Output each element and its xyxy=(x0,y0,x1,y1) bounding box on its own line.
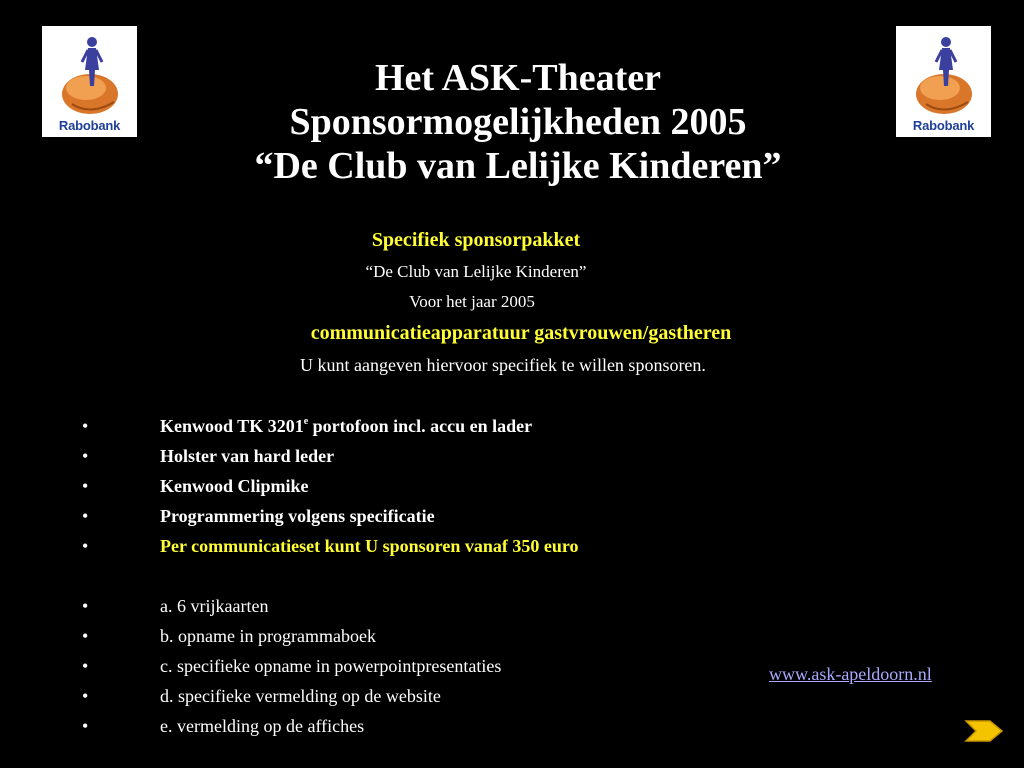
logo-label: Rabobank xyxy=(58,118,121,133)
benefit-item-a: a. 6 vrijkaarten xyxy=(160,596,269,616)
bullet: • xyxy=(82,626,89,646)
slide-title xyxy=(150,56,886,188)
package-communication: communicatieapparatuur gastvrouwen/gastheren xyxy=(310,322,732,344)
rabobank-logo-left xyxy=(42,26,137,137)
benefit-item-b: b. opname in programmaboek xyxy=(160,626,376,646)
benefit-item-e: e. vermelding op de affiches xyxy=(160,716,365,736)
bullet: • xyxy=(82,506,89,526)
bullet: • xyxy=(82,416,89,436)
equipment-item-4: Programmering volgens specificatie xyxy=(160,506,435,526)
title-line-1: Het ASK-Theater xyxy=(374,57,661,99)
logo-label: Rabobank xyxy=(912,118,975,133)
package-heading: Specifiek sponsorpakket xyxy=(371,229,581,251)
package-subtitle: “De Club van Lelijke Kinderen” xyxy=(365,262,587,281)
bullet: • xyxy=(82,596,89,616)
next-slide-button[interactable] xyxy=(964,716,1006,746)
price-item: Per communicatieset kunt U sponsoren vanaf 350 euro xyxy=(160,536,579,556)
equipment-item-1: Kenwood TK 3201e portofoon incl. accu en lader xyxy=(160,416,533,436)
equipment-item-3: Kenwood Clipmike xyxy=(160,476,309,496)
package-year: Voor het jaar 2005 xyxy=(409,292,535,311)
website-link[interactable]: www.ask-apeldoorn.nl xyxy=(769,664,932,684)
rabobank-logo-right xyxy=(896,26,991,137)
package-note: U kunt aangeven hiervoor specifiek te willen sponsoren. xyxy=(300,355,706,375)
bullet: • xyxy=(82,656,89,676)
benefit-item-d: d. specifieke vermelding op de website xyxy=(160,686,441,706)
bullet: • xyxy=(82,476,89,496)
title-line-3: “De Club van Lelijke Kinderen” xyxy=(254,145,782,187)
equipment-item-2: Holster van hard leder xyxy=(160,446,335,466)
bullet: • xyxy=(82,686,89,706)
next-arrow-icon xyxy=(964,716,1006,746)
bullet: • xyxy=(82,446,89,466)
title-line-2: Sponsormogelijkheden 2005 xyxy=(289,101,747,143)
benefit-item-c: c. specifieke opname in powerpointpresentaties xyxy=(160,656,502,676)
bullet: • xyxy=(82,716,89,736)
bullet: • xyxy=(82,536,89,556)
